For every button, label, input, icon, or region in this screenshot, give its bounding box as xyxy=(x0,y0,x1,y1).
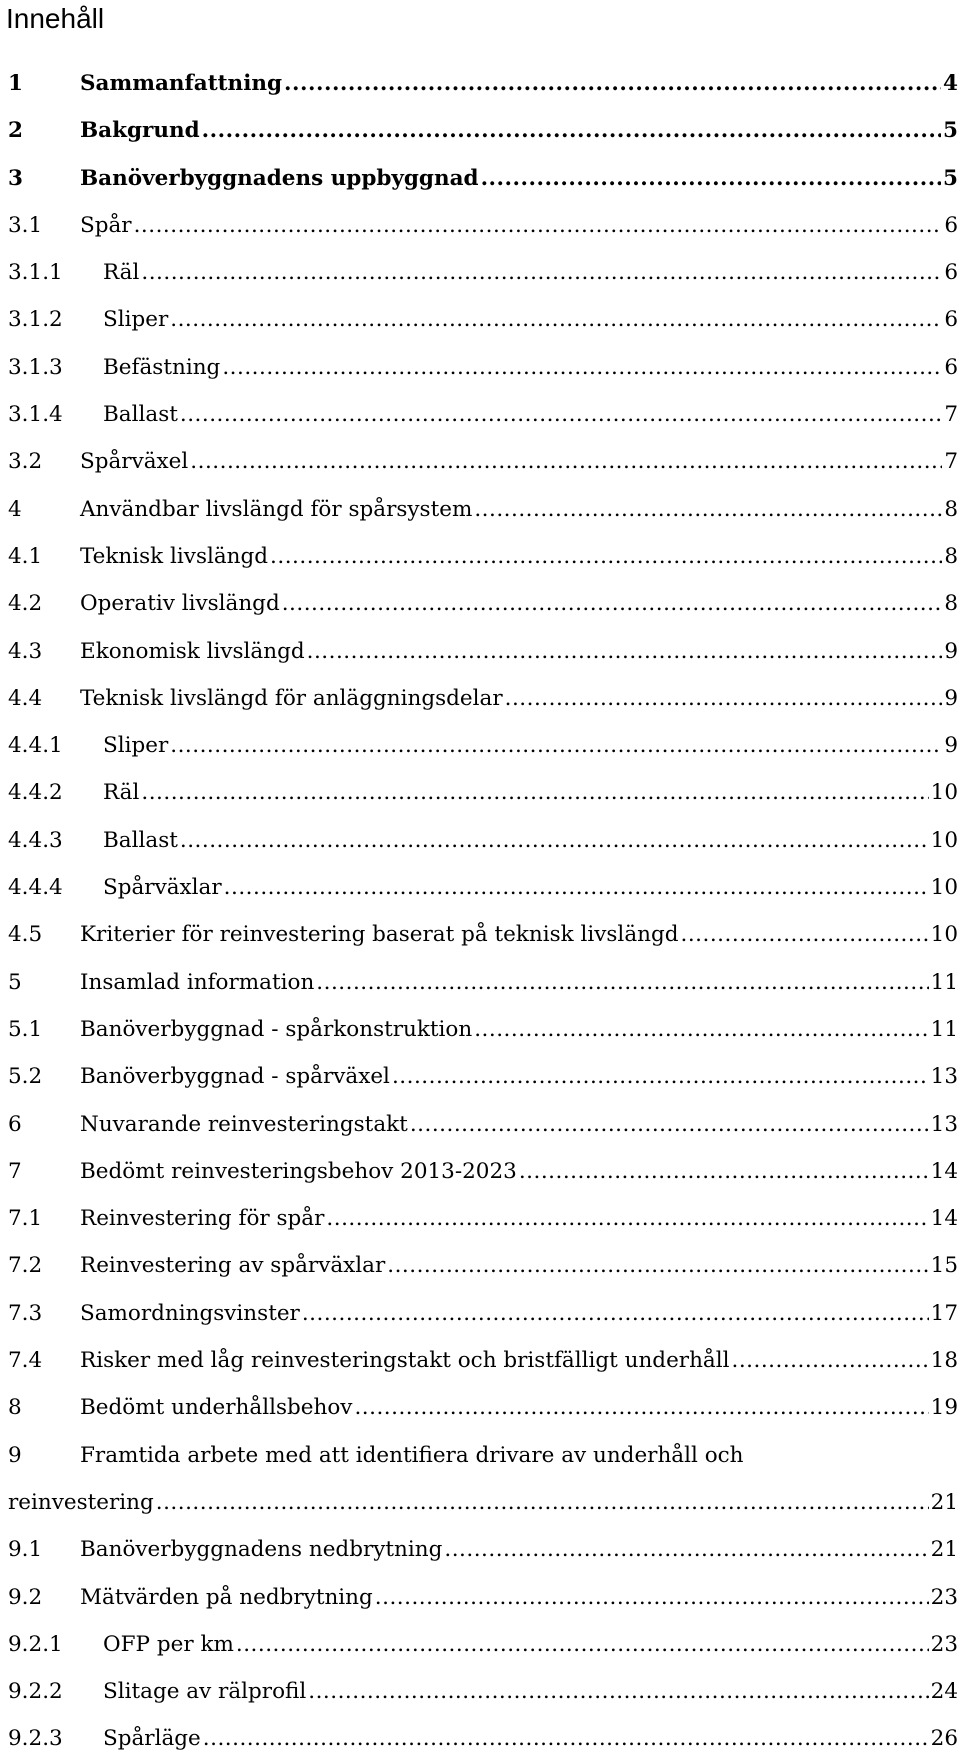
dot-leader xyxy=(302,1300,929,1328)
toc-entry-number: 9.1 xyxy=(8,1537,43,1563)
toc-entry[interactable] xyxy=(8,1668,958,1715)
dot-leader xyxy=(444,1536,928,1564)
toc-entry-line xyxy=(8,685,958,713)
toc-entry-page: 4 xyxy=(943,71,958,96)
toc-entry-title: Reinvestering av spårväxlar xyxy=(80,1253,386,1279)
toc-entry-number: 8 xyxy=(8,1395,22,1421)
toc-entry-number: 5 xyxy=(8,969,22,995)
toc-entry-title: Befästning xyxy=(103,354,221,380)
toc-entry[interactable] xyxy=(8,1526,958,1573)
toc-entry-title: Ekonomisk livslängd xyxy=(80,638,305,664)
toc-entry-title: Bakgrund xyxy=(80,118,200,144)
dot-leader xyxy=(134,212,943,240)
dot-leader xyxy=(392,1063,929,1091)
toc-entry-title: Räl xyxy=(103,260,140,286)
toc-entry-page: 6 xyxy=(944,307,958,333)
dot-leader xyxy=(375,1584,929,1612)
toc-entry-page: 6 xyxy=(944,260,958,286)
toc-entry-page: 23 xyxy=(930,1631,958,1657)
toc-entry[interactable] xyxy=(8,1006,958,1053)
toc-entry[interactable] xyxy=(8,249,958,296)
toc-entry[interactable] xyxy=(8,1290,958,1337)
toc-entry-number: 9.2.2 xyxy=(8,1679,63,1705)
toc-entry-page: 18 xyxy=(930,1348,958,1374)
toc-list xyxy=(8,60,958,1763)
dot-leader xyxy=(180,827,929,855)
dot-leader xyxy=(474,496,942,524)
toc-entry-line xyxy=(8,732,958,760)
toc-entry-number: 9.2 xyxy=(8,1584,43,1610)
toc-entry-line xyxy=(8,165,958,193)
toc-entry-title: Banöverbyggnadens nedbrytning xyxy=(80,1537,443,1563)
toc-entry-title: Risker med låg reinvesteringstakt och bristfälligt underhåll xyxy=(80,1348,730,1374)
toc-entry-number: 4.1 xyxy=(8,543,43,569)
toc-entry-title: Banöverbyggnad - spårväxel xyxy=(80,1064,390,1090)
toc-entry-line xyxy=(8,874,958,902)
toc-entry-line xyxy=(8,259,958,287)
toc-entry-title: Reinvestering för spår xyxy=(80,1206,325,1232)
toc-entry-number: 6 xyxy=(8,1111,22,1137)
toc-entry-number: 3 xyxy=(8,165,23,191)
toc-entry-number: 2 xyxy=(8,118,23,144)
toc-entry-number: 1 xyxy=(8,71,23,96)
toc-entry-page: 6 xyxy=(944,354,958,380)
toc-entry[interactable] xyxy=(8,864,958,911)
toc-entry-number: 5.1 xyxy=(8,1016,43,1042)
toc-entry[interactable] xyxy=(8,155,958,202)
toc-entry-line xyxy=(8,1631,958,1659)
toc-entry-line xyxy=(8,779,958,807)
toc-entry-number: 5.2 xyxy=(8,1064,43,1090)
toc-entry-line xyxy=(8,1063,958,1091)
toc-entry-number: 3.1.1 xyxy=(8,260,63,286)
toc-entry-number: 4.2 xyxy=(8,591,43,617)
dot-leader xyxy=(141,259,942,287)
dot-leader xyxy=(202,117,941,145)
toc-entry[interactable] xyxy=(8,1574,958,1621)
toc-entry-line xyxy=(8,969,958,997)
dot-leader xyxy=(224,874,929,902)
dot-leader xyxy=(731,1347,928,1375)
toc-entry[interactable] xyxy=(8,628,958,675)
toc-entry-title: Sliper xyxy=(103,733,169,759)
toc-entry-title: Spårväxlar xyxy=(103,875,222,901)
toc-entry-title: Banöverbyggnad - spårkonstruktion xyxy=(80,1016,473,1042)
toc-entry-page: 23 xyxy=(930,1584,958,1610)
toc-entry-page: 9 xyxy=(944,685,958,711)
toc-entry-line xyxy=(8,1678,958,1706)
toc-entry-title: Spårläge xyxy=(103,1726,201,1752)
toc-entry-title: Nuvarande reinvesteringstakt xyxy=(80,1111,408,1137)
toc-entry-page: 7 xyxy=(944,402,958,428)
toc-entry-page: 8 xyxy=(944,591,958,617)
dot-leader xyxy=(326,1205,928,1233)
dot-leader xyxy=(307,638,943,666)
toc-entry-line xyxy=(8,638,958,666)
dot-leader xyxy=(282,590,943,618)
toc-entry-page: 15 xyxy=(930,1253,958,1279)
toc-entry-page: 21 xyxy=(930,1537,958,1563)
dot-leader xyxy=(505,685,943,713)
toc-entry-number: 4.5 xyxy=(8,922,43,948)
toc-entry-line xyxy=(8,212,958,240)
toc-entry-page: 13 xyxy=(930,1064,958,1090)
dot-leader xyxy=(284,70,941,98)
toc-entry-number: 4.4 xyxy=(8,685,43,711)
toc-entry-line xyxy=(8,496,958,524)
toc-entry-line xyxy=(8,543,958,571)
toc-heading: Innehåll xyxy=(6,3,105,34)
toc-entry[interactable] xyxy=(8,959,958,1006)
toc-entry[interactable] xyxy=(8,1101,958,1148)
toc-entry-title: Sammanfattning xyxy=(80,71,283,96)
toc-entry-number: 4.4.4 xyxy=(8,875,63,901)
toc-entry-page: 6 xyxy=(944,212,958,238)
dot-leader xyxy=(354,1394,928,1422)
dot-leader xyxy=(681,921,929,949)
dot-leader xyxy=(236,1631,929,1659)
toc-entry-number: 3.1.2 xyxy=(8,307,63,333)
toc-entry-number: 4 xyxy=(8,496,22,522)
toc-entry[interactable] xyxy=(8,675,958,722)
dot-leader xyxy=(270,543,942,571)
toc-entry[interactable] xyxy=(8,391,958,438)
toc-entry-line xyxy=(8,306,958,334)
toc-entry-line xyxy=(8,354,958,382)
toc-entry-number: 7 xyxy=(8,1158,22,1184)
toc-entry-number: 4.3 xyxy=(8,638,43,664)
dot-leader xyxy=(387,1252,928,1280)
toc-entry-title: Slitage av rälprofil xyxy=(103,1679,307,1705)
dot-leader xyxy=(203,1725,929,1753)
toc-entry-page: 19 xyxy=(930,1395,958,1421)
toc-entry-line xyxy=(8,117,958,145)
toc-entry-title: Användbar livslängd för spårsystem xyxy=(80,496,473,522)
toc-entry-page: 13 xyxy=(930,1111,958,1137)
toc-entry-line xyxy=(8,1394,958,1422)
toc-entry[interactable] xyxy=(8,1621,958,1668)
toc-entry-number: 7.3 xyxy=(8,1300,43,1326)
toc-entry-page: 5 xyxy=(943,165,958,191)
toc-entry[interactable] xyxy=(8,769,958,816)
toc-entry-page: 11 xyxy=(930,1016,958,1042)
toc-entry-line xyxy=(8,1489,958,1517)
toc-entry-number: 4.4.1 xyxy=(8,733,63,759)
toc-entry-line xyxy=(8,827,958,855)
toc-entry-number: 3.2 xyxy=(8,449,43,475)
toc-entry[interactable] xyxy=(8,1384,958,1431)
dot-leader xyxy=(222,354,942,382)
toc-entry-title: Bedömt reinvesteringsbehov 2013-2023 xyxy=(80,1158,517,1184)
dot-leader xyxy=(170,732,942,760)
toc-entry-title-line1: Framtida arbete med att identifiera drivare av underhåll och xyxy=(80,1442,744,1468)
toc-entry-title: Banöverbyggnadens uppbyggnad xyxy=(80,165,479,191)
toc-entry-number: 4.4.3 xyxy=(8,827,63,853)
toc-entry[interactable] xyxy=(8,1432,958,1527)
toc-entry-line xyxy=(8,70,958,98)
toc-entry-line xyxy=(8,1300,958,1328)
dot-leader xyxy=(410,1111,929,1139)
toc-entry-title: Bedömt underhållsbehov xyxy=(80,1395,353,1421)
toc-entry-title: reinvestering xyxy=(8,1489,154,1515)
toc-entry-line xyxy=(8,1584,958,1612)
toc-entry-line xyxy=(8,1016,958,1044)
toc-entry-page: 10 xyxy=(930,875,958,901)
toc-entry-page: 10 xyxy=(930,827,958,853)
toc-entry[interactable] xyxy=(8,60,958,107)
toc-entry-line xyxy=(8,1158,958,1186)
toc-entry-title: Operativ livslängd xyxy=(80,591,280,617)
toc-entry-line xyxy=(8,1536,958,1564)
toc-entry-title: Sliper xyxy=(103,307,169,333)
toc-entry[interactable] xyxy=(8,1337,958,1384)
toc-entry[interactable] xyxy=(8,911,958,958)
toc-entry-number: 3.1 xyxy=(8,212,43,238)
toc-entry-line xyxy=(8,1725,958,1753)
toc-entry-page: 10 xyxy=(930,922,958,948)
toc-entry-line xyxy=(8,1205,958,1233)
toc-entry-page: 26 xyxy=(930,1726,958,1752)
dot-leader xyxy=(170,306,942,334)
toc-entry[interactable] xyxy=(8,1148,958,1195)
toc-entry-line xyxy=(8,401,958,429)
toc-entry[interactable] xyxy=(8,438,958,485)
toc-entry[interactable] xyxy=(8,1195,958,1242)
toc-entry[interactable] xyxy=(8,1242,958,1289)
toc-entry-page: 11 xyxy=(930,969,958,995)
toc-entry[interactable] xyxy=(8,1715,958,1762)
toc-entry-title: Teknisk livslängd xyxy=(80,543,269,569)
toc-entry-page: 5 xyxy=(943,118,958,144)
toc-entry-title: Ballast xyxy=(103,827,178,853)
dot-leader xyxy=(474,1016,928,1044)
toc-entry[interactable] xyxy=(8,533,958,580)
dot-leader xyxy=(190,448,942,476)
toc-entry-line xyxy=(8,921,958,949)
toc-entry-page: 24 xyxy=(930,1679,958,1705)
toc-entry-page: 9 xyxy=(944,733,958,759)
toc-entry-line xyxy=(8,448,958,476)
toc-entry-title: Spår xyxy=(80,212,132,238)
toc-entry[interactable] xyxy=(8,1053,958,1100)
toc-entry-page: 17 xyxy=(930,1300,958,1326)
dot-leader xyxy=(519,1158,929,1186)
dot-leader xyxy=(141,779,928,807)
dot-leader xyxy=(180,401,942,429)
toc-entry-title: Samordningsvinster xyxy=(80,1300,300,1326)
toc-entry-page: 21 xyxy=(930,1489,958,1515)
toc-entry-title: Räl xyxy=(103,780,140,806)
toc-entry-number: 7.4 xyxy=(8,1348,43,1374)
toc-entry-number: 9 xyxy=(8,1442,22,1468)
toc-entry[interactable] xyxy=(8,486,958,533)
toc-entry-page: 10 xyxy=(930,780,958,806)
toc-entry-line xyxy=(8,590,958,618)
toc-entry-line xyxy=(8,1111,958,1139)
dot-leader xyxy=(481,165,941,193)
toc-entry[interactable] xyxy=(8,580,958,627)
toc-entry-page: 8 xyxy=(944,496,958,522)
toc-entry[interactable] xyxy=(8,202,958,249)
dot-leader xyxy=(156,1489,929,1517)
toc-entry-number: 7.2 xyxy=(8,1253,43,1279)
dot-leader xyxy=(308,1678,928,1706)
toc-entry-number: 3.1.3 xyxy=(8,354,63,380)
toc-entry-number: 4.4.2 xyxy=(8,780,63,806)
toc-entry-title: OFP per km xyxy=(103,1631,234,1657)
toc-entry-number: 3.1.4 xyxy=(8,402,63,428)
toc-entry[interactable] xyxy=(8,344,958,391)
toc-entry[interactable] xyxy=(8,817,958,864)
toc-entry-title: Kriterier för reinvestering baserat på teknisk livslängd xyxy=(80,922,679,948)
toc-entry-page: 8 xyxy=(944,543,958,569)
toc-entry[interactable] xyxy=(8,296,958,343)
toc-entry-title: Ballast xyxy=(103,402,178,428)
dot-leader xyxy=(316,969,928,997)
toc-entry-line xyxy=(8,1252,958,1280)
toc-entry-number: 7.1 xyxy=(8,1206,43,1232)
toc-entry-page: 14 xyxy=(930,1158,958,1184)
toc-entry-number: 9.2.1 xyxy=(8,1631,63,1657)
toc-entry-number: 9.2.3 xyxy=(8,1726,63,1752)
toc-entry-line xyxy=(8,1347,958,1375)
toc-entry-title: Teknisk livslängd för anläggningsdelar xyxy=(80,685,503,711)
toc-entry-page: 9 xyxy=(944,638,958,664)
toc-entry-title: Mätvärden på nedbrytning xyxy=(80,1584,373,1610)
toc-entry-page: 14 xyxy=(930,1206,958,1232)
toc-entry-page: 7 xyxy=(944,449,958,475)
toc-entry[interactable] xyxy=(8,722,958,769)
toc-entry-title: Spårväxel xyxy=(80,449,189,475)
toc-entry-title: Insamlad information xyxy=(80,969,315,995)
toc-entry[interactable] xyxy=(8,107,958,154)
